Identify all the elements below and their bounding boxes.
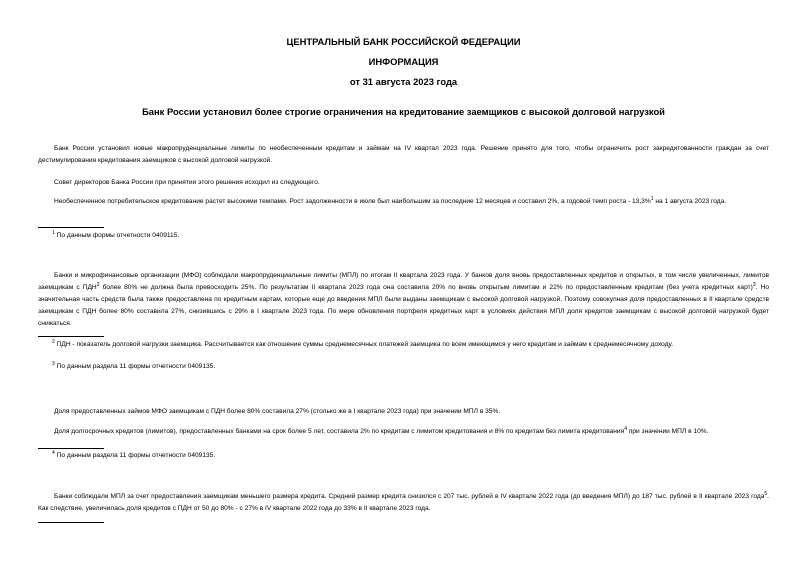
footnote-divider [38,227,104,228]
paragraph-1 [38,143,769,167]
paragraph-3-tail: на 1 августа 2023 года. [653,198,727,205]
footnote-1-mark: 1 [52,229,55,236]
paragraph-6-tail: при значении МПЛ в 10%. [626,428,709,435]
paragraph-6 [38,426,769,438]
paragraph-4-text-b: более 80% не должна была превосходить 25%. По результатам II квартала 2023 года она составила 20% по вновь открытым лимитам и 22% по предоставленным кредитам (без учета кредитных карт) [99,284,753,291]
footnote-divider [38,336,104,337]
footnote-1 [52,231,179,241]
footnote-3-mark: 3 [52,360,55,367]
paragraph-5-text: Доля предоставленных займов МФО заемщикам с ПДН более 80% составила 27% (столько же в I квартале 2023 года) при значении МПЛ в 35%. [54,408,501,415]
paragraph-2-text: Совет директоров Банка России при принятии этого решения исходил из следующего. [54,179,320,186]
footnote-ref-3[interactable]: 3 [752,281,756,288]
paragraph-6-text: Доля долгосрочных кредитов (лимитов), предоставленных банками на срок более 5 лет, составила 2% по кредитам с лимитом кредитования и 8% по кредитам без лимита кредитования [54,428,625,435]
paragraph-4-text-c: . Но значительная часть средств была также предоставлена по кредитным картам, которые еще до введения МПЛ были выданы заемщикам с высокой долговой нагрузкой. Поэтому совокупная доля предоставленных в II квартале средств заемщикам с ПДН более 80% составила 27%, снизившись с 29% в I квартале 2023 года. По мере обновления портфеля кредитных карт в условиях действия МПЛ доля кредитов заемщикам с высокой долговой нагрузкой будет снижаться. [38,284,769,327]
doc-type: ИНФОРМАЦИЯ [368,56,439,67]
paragraph-7-text-a: Банки соблюдали МПЛ за счет предоставления заемщикам меньшего размера кредита. Средний размер кредита снизился с 207 тыс. рублей в IV квартале 2022 года (до введения МПЛ) до 187 тыс. рублей в II квартале 2023 года [54,493,765,500]
footnote-1-text: По данным формы отчетности 0409115. [54,232,180,239]
paragraph-4 [38,270,769,330]
paragraph-4-text-a: Банки и микрофинансовые организации (МФО) соблюдали макропруденциальные лимиты (МПЛ) по итогам II квартала 2023 года. У банков доля вновь предоставленных кредитов и открытых, в том числе увеличенных, лимитов заемщикам с ПДН [38,272,769,291]
doc-title: Банк России установил более строгие ограничения на кредитование заемщиков с высокой долговой нагрузкой [142,106,665,117]
footnote-4-mark: 4 [52,449,55,456]
footnote-ref-2[interactable]: 2 [96,281,100,288]
paragraph-3 [38,196,769,208]
footnote-3-text: По данным раздела 11 формы отчетности 0409135. [54,363,216,370]
footnote-ref-5[interactable]: 5 [764,490,768,497]
footnote-divider [38,522,104,523]
paragraph-2 [38,177,769,189]
footnote-2-text: ПДН - показатель долговой нагрузки заемщика. Рассчитывается как отношение суммы среднемесячных платежей заемщика по всем имеющимся у него кредитам и займам к среднемесячному доходу. [54,341,674,348]
footnote-2-mark: 2 [52,338,55,345]
footnote-divider [38,448,104,449]
doc-date: от 31 августа 2023 года [349,76,458,87]
footnote-2 [52,340,673,350]
org-name: ЦЕНТРАЛЬНЫЙ БАНК РОССИЙСКОЙ ФЕДЕРАЦИИ [286,36,521,47]
footnote-4-text: По данным раздела 11 формы отчетности 0409135. [54,452,216,459]
paragraph-7-text-b: . Как следствие, увеличилась доля кредитов с ПДН от 50 до 80% - с 27% в IV квартале 2022 года до 33% в II квартале 2023 года. [38,493,769,512]
paragraph-3-text: Необеспеченное потребительское кредитование растет высокими темпами. Рост задолженности в июле был наибольшим за последние 12 месяцев и составил 2%, а годовой темп роста - 13,3% [54,198,651,205]
paragraph-5 [38,406,769,418]
footnote-ref-1[interactable]: 1 [650,195,654,202]
paragraph-1-text: Банк России установил новые макропруденциальные лимиты по необеспеченным кредитам и займам на IV квартал 2023 года. Решение принято для того, чтобы ограничить рост закредитованности граждан за счет дестимулирования кредитования заемщиков с высокой долговой нагрузкой. [38,145,769,164]
paragraph-7 [38,491,769,515]
footnote-4 [52,451,215,461]
footnote-ref-4[interactable]: 4 [624,425,627,432]
footnote-3 [52,362,215,372]
